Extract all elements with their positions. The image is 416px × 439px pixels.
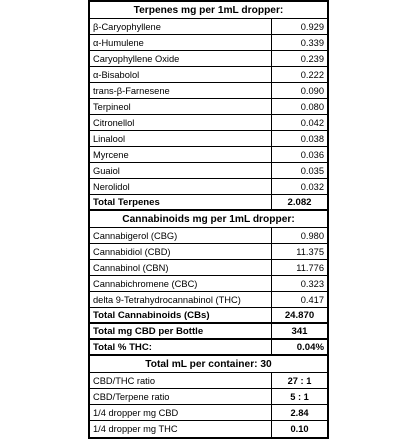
terpene-value: 0.032 (300, 181, 324, 192)
terpene-name: β-Caryophyllene (90, 19, 272, 34)
total-cannabinoids-label: Total Cannabinoids (CBs) (90, 308, 272, 322)
container-header: Total mL per container: 30 (90, 356, 327, 373)
dose-label: 1/4 dropper mg CBD (90, 405, 272, 420)
terpene-value: 0.239 (300, 53, 324, 64)
terpene-name: Linalool (90, 131, 272, 146)
cannabinoid-row (90, 276, 327, 292)
thc-percent-label: Total % THC: (90, 340, 272, 354)
terpene-value: 0.080 (300, 101, 324, 112)
ratio-value: 27 : 1 (287, 375, 312, 386)
terpene-name: Nerolidol (90, 179, 272, 194)
cannabinoid-value: 11.375 (296, 246, 324, 257)
terpene-value: 0.042 (300, 117, 324, 128)
terpene-row (90, 163, 327, 179)
cannabinoid-row (90, 292, 327, 308)
terpene-name: Caryophyllene Oxide (90, 51, 272, 66)
terpene-value: 0.035 (300, 165, 324, 176)
terpene-name: trans-β-Farnesene (90, 83, 272, 98)
total-cannabinoids-value: 24.870 (284, 309, 315, 321)
cannabinoids-header: Cannabinoids mg per 1mL dropper: (90, 211, 327, 228)
ratio-label: CBD/Terpene ratio (90, 389, 272, 404)
dose-row (90, 421, 327, 437)
total-terpenes-label: Total Terpenes (90, 195, 272, 209)
terpene-value: 0.339 (300, 37, 324, 48)
terpene-value: 0.929 (300, 21, 324, 32)
terpene-row (90, 67, 327, 83)
terpene-value: 0.090 (300, 85, 324, 96)
cannabinoid-row (90, 228, 327, 244)
terpene-name: Terpineol (90, 99, 272, 114)
terpene-row (90, 147, 327, 163)
terpene-row (90, 115, 327, 131)
terpene-value: 0.036 (300, 149, 324, 160)
terpene-name: α-Humulene (90, 35, 272, 50)
cannabinoid-value: 0.323 (300, 278, 324, 289)
ratio-value: 5 : 1 (290, 391, 309, 402)
cannabinoid-value: 0.417 (300, 294, 324, 305)
cannabinoid-name: Cannabigerol (CBG) (90, 228, 272, 243)
thc-percent-row (90, 340, 327, 356)
cannabinoid-name: Cannabidiol (CBD) (90, 244, 272, 259)
terpene-row (90, 131, 327, 147)
cannabinoid-row (90, 244, 327, 260)
terpene-name: α-Bisabolol (90, 67, 272, 82)
terpene-name: Myrcene (90, 147, 272, 162)
terpene-row (90, 19, 327, 35)
cannabinoid-row (90, 260, 327, 276)
terpene-row (90, 179, 327, 195)
lab-results-table (88, 0, 329, 439)
cannabinoid-value: 11.776 (296, 262, 324, 273)
cbd-per-bottle-row (90, 324, 327, 340)
total-terpenes-value: 2.082 (287, 196, 312, 208)
terpene-row (90, 35, 327, 51)
ratio-label: CBD/THC ratio (90, 373, 272, 388)
terpene-value: 0.222 (300, 69, 324, 80)
ratio-row (90, 389, 327, 405)
terpene-row (90, 51, 327, 67)
cannabinoid-value: 0.980 (300, 230, 324, 241)
cannabinoid-name: Cannabinol (CBN) (90, 260, 272, 275)
terpene-row (90, 99, 327, 115)
cannabinoid-name: Cannabichromene (CBC) (90, 276, 272, 291)
total-cannabinoids-row (90, 308, 327, 324)
cannabinoid-name: delta 9-Tetrahydrocannabinol (THC) (90, 292, 272, 307)
dose-row (90, 405, 327, 421)
total-terpenes-row (90, 195, 327, 211)
cbd-per-bottle-value: 341 (291, 325, 308, 337)
terpene-name: Citronellol (90, 115, 272, 130)
terpene-value: 0.038 (300, 133, 324, 144)
dose-value: 0.10 (290, 424, 309, 434)
terpene-row (90, 83, 327, 99)
terpene-name: Guaiol (90, 163, 272, 178)
terpenes-header: Terpenes mg per 1mL dropper: (90, 2, 327, 19)
dose-label: 1/4 dropper mg THC (90, 421, 272, 437)
dose-value: 2.84 (290, 407, 309, 418)
cbd-per-bottle-label: Total mg CBD per Bottle (90, 324, 272, 338)
thc-percent-value: 0.04% (296, 341, 324, 353)
ratio-row (90, 373, 327, 389)
